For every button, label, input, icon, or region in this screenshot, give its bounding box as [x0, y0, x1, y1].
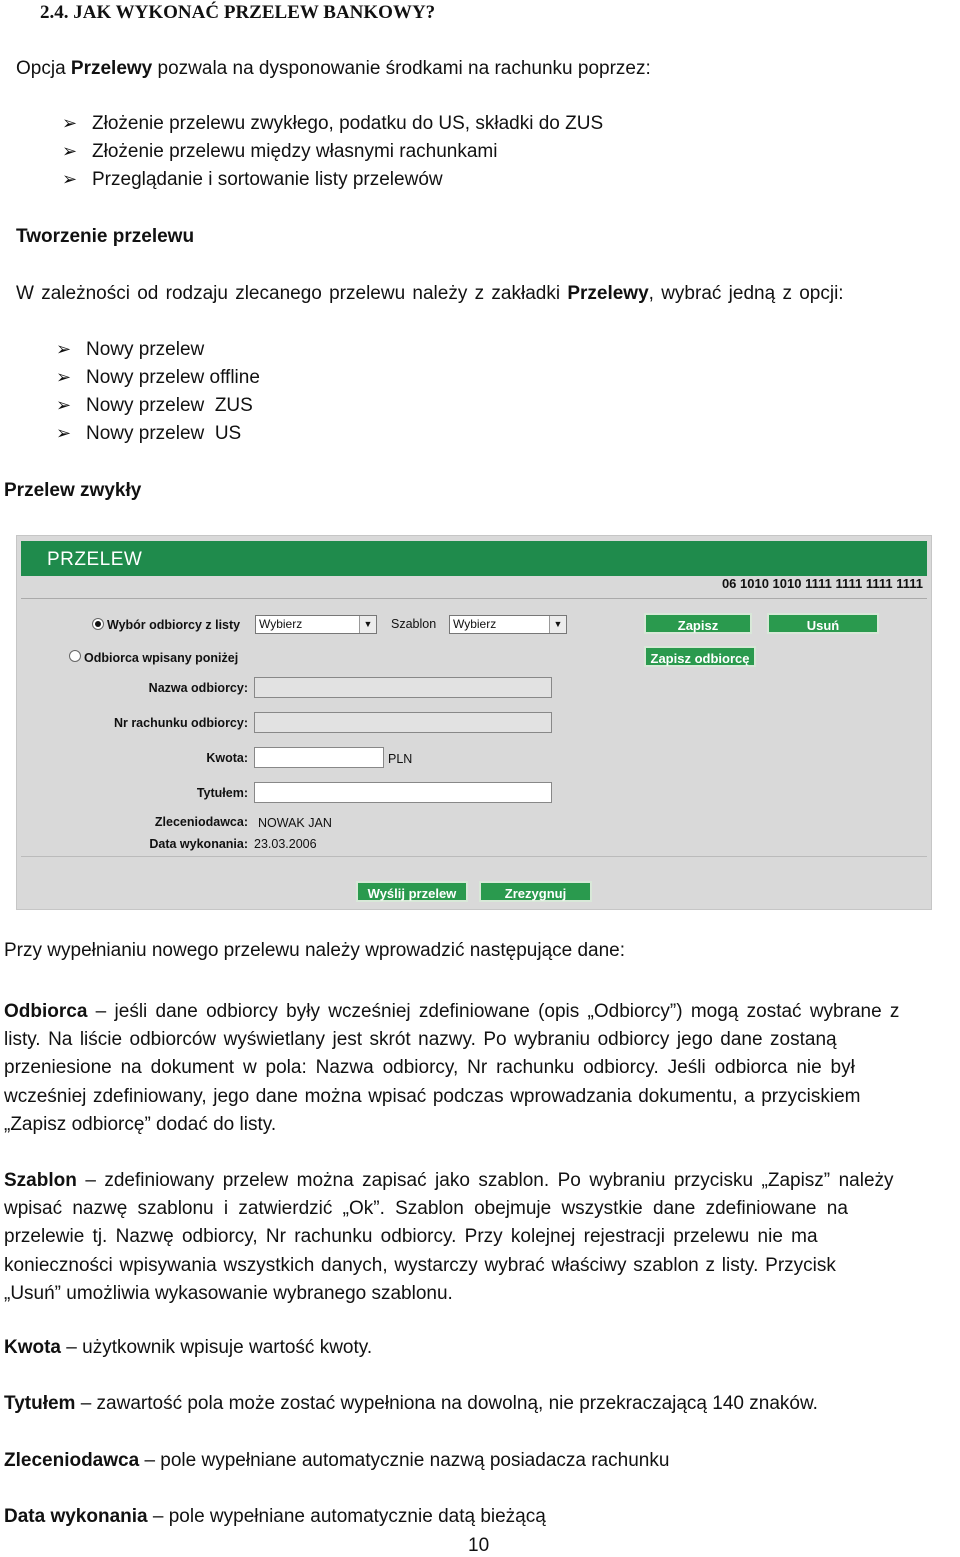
- paragraph-line: [4, 1083, 956, 1111]
- line-text: „Zapisz odbiorcę” dodać do listy.: [4, 1113, 277, 1135]
- arrow-bullet-icon: ➢: [62, 141, 78, 161]
- term-bold: Kwota: [4, 1337, 61, 1358]
- bullet-text: Złożenie przelewu zwykłego, podatku do US, składki do ZUS: [92, 113, 604, 134]
- radio-manual-label: Odbiorca wpisany poniżej: [84, 651, 239, 665]
- cancel-button[interactable]: Zrezygnuj: [479, 881, 592, 902]
- paragraph-line: [4, 1195, 956, 1223]
- option-item: [56, 367, 260, 389]
- orderer-label: Zleceniodawca:: [154, 815, 248, 829]
- intro-bold: Przelewy: [70, 58, 153, 79]
- line-text: wpisać nazwę szablonu i zatwierdzić „Ok”. Szablon obejmuje wszystkie dane zdefiniowane na: [4, 1198, 848, 1220]
- line-text: listy. Na liście odbiorców wyświetlany jest skrót nazwy. Po wybraniu odbiorcy jego dane zostaną: [4, 1029, 837, 1051]
- fill-intro: Przy wypełnianiu nowego przelewu należy wprowadzić następujące dane:: [4, 940, 626, 961]
- recipient-account-input[interactable]: [254, 712, 552, 733]
- template-select-value: Wybierz: [453, 617, 497, 631]
- recipient-name-label: Nazwa odbiorcy:: [148, 681, 248, 695]
- paragraph-line: [4, 1280, 956, 1308]
- description-text: – użytkownik wpisuje wartość kwoty.: [61, 1337, 373, 1358]
- title-description: [4, 1393, 818, 1415]
- paragraph-line: [4, 1026, 956, 1054]
- subheading-regular: Przelew zwykły: [4, 480, 142, 501]
- option-text: Nowy przelew offline: [86, 367, 260, 388]
- radio-from-list-label: Wybór odbiorcy z listy: [107, 618, 241, 632]
- form-title: PRZELEW: [47, 549, 143, 570]
- bullet-text: Przeglądanie i sortowanie listy przelewów: [92, 169, 443, 190]
- paragraph-line: [4, 1252, 956, 1280]
- intro-text: Opcja: [16, 58, 71, 79]
- intro-paragraph: [16, 58, 651, 80]
- arrow-bullet-icon: ➢: [56, 367, 72, 387]
- choose-bold: Przelewy: [567, 283, 649, 304]
- recipient-paragraph: [4, 998, 956, 1139]
- title-input[interactable]: [254, 782, 552, 803]
- subheading-creating: Tworzenie przelewu: [16, 226, 195, 247]
- paragraph-line: [4, 998, 956, 1026]
- term-bold: Szablon: [4, 1170, 77, 1191]
- choose-text-end: , wybrać jedną z opcji:: [648, 283, 844, 304]
- bullet-item: [62, 169, 443, 191]
- send-transfer-button[interactable]: Wyślij przelew: [356, 881, 468, 902]
- divider: [21, 598, 927, 599]
- page-number: 10: [468, 1535, 490, 1556]
- form-header: [21, 541, 927, 576]
- template-label: Szablon: [391, 617, 437, 631]
- description-text: – zawartość pola może zostać wypełniona na dowolną, nie przekraczającą 140 znaków.: [75, 1393, 818, 1414]
- save-recipient-button[interactable]: Zapisz odbiorcę: [644, 646, 756, 667]
- currency-label: PLN: [388, 752, 413, 766]
- account-number: 06 1010 1010 1111 1111 1111 1111: [721, 576, 923, 591]
- paragraph-line: [4, 1054, 956, 1082]
- amount-label: Kwota:: [206, 751, 248, 765]
- transfer-form-screenshot: [16, 535, 932, 910]
- arrow-bullet-icon: ➢: [56, 423, 72, 443]
- option-text: Nowy przelew US: [86, 423, 242, 444]
- recipient-select[interactable]: [255, 615, 377, 634]
- option-item: [56, 423, 241, 445]
- bullet-item: [62, 113, 603, 135]
- arrow-bullet-icon: ➢: [56, 395, 72, 415]
- line-text: przeniesione na dokument w pola: Nazwa odbiorcy, Nr rachunku odbiorcy. Jeśli odbiorca nie był: [4, 1057, 855, 1079]
- term-bold: Odbiorca: [4, 1001, 88, 1022]
- option-item: [56, 395, 253, 417]
- paragraph-line: [4, 1167, 956, 1195]
- line-text: – zdefiniowany przelew można zapisać jako szablon. Po wybraniu przycisku „Zapisz” należy: [76, 1170, 894, 1191]
- choose-paragraph: [16, 283, 844, 305]
- option-text: Nowy przelew ZUS: [86, 395, 253, 416]
- description-text: – pole wypełniane automatycznie nazwą posiadacza rachunku: [139, 1450, 670, 1471]
- radio-from-list[interactable]: [92, 618, 104, 630]
- bullet-text: Złożenie przelewu między własnymi rachunkami: [92, 141, 498, 162]
- line-text: „Usuń” umożliwia wykasowanie wybranego szablonu.: [4, 1282, 453, 1304]
- line-text: konieczności wpisywania wszystkich danych, wystarczy wybrać właściwy szablon z listy. Przycisk: [4, 1254, 836, 1276]
- choose-text: W zależności od rodzaju zlecanego przelewu należy z zakładki: [16, 283, 568, 304]
- date-label: Data wykonania:: [149, 837, 248, 851]
- radio-manual[interactable]: [69, 650, 81, 662]
- amount-input[interactable]: [254, 747, 384, 768]
- divider: [21, 856, 927, 857]
- option-item: [56, 339, 204, 361]
- arrow-bullet-icon: ➢: [62, 169, 78, 189]
- date-description: [4, 1506, 546, 1528]
- line-text: przelewie tj. Nazwę odbiorcy, Nr rachunku odbiorcy. Przy kolejnej rejestracji przelewu nie ma: [4, 1226, 818, 1248]
- orderer-description: [4, 1450, 669, 1472]
- chevron-down-icon: ▼: [549, 616, 566, 633]
- delete-template-button[interactable]: Usuń: [767, 613, 879, 634]
- chevron-down-icon: ▼: [359, 616, 376, 633]
- bullet-item: [62, 141, 498, 163]
- term-bold: Zleceniodawca: [4, 1450, 140, 1471]
- term-bold: Data wykonania: [4, 1506, 148, 1527]
- recipient-select-value: Wybierz: [259, 617, 303, 631]
- orderer-value: NOWAK JAN: [258, 816, 332, 830]
- description-text: – pole wypełniane automatycznie datą bieżącą: [147, 1506, 546, 1527]
- title-label: Tytułem:: [196, 786, 248, 800]
- template-paragraph: [4, 1167, 956, 1308]
- term-bold: Tytułem: [4, 1393, 76, 1414]
- line-text: wcześniej zdefiniowany, jego dane można wpisać podczas wprowadzania dokumentu, a przyciskiem: [4, 1085, 861, 1107]
- arrow-bullet-icon: ➢: [56, 339, 72, 359]
- template-select[interactable]: [449, 615, 567, 634]
- line-text: – jeśli dane odbiorcy były wcześniej zdefiniowane (opis „Odbiorcy”) mogą zostać wybrane z: [87, 1001, 900, 1022]
- date-value: 23.03.2006: [254, 837, 317, 851]
- option-text: Nowy przelew: [86, 339, 205, 360]
- recipient-account-label: Nr rachunku odbiorcy:: [113, 716, 248, 730]
- save-template-button[interactable]: Zapisz: [644, 613, 752, 634]
- recipient-name-input[interactable]: [254, 677, 552, 698]
- intro-text-end: pozwala na dysponowanie środkami na rachunku poprzez:: [152, 58, 651, 79]
- amount-description: [4, 1337, 372, 1359]
- paragraph-line: [4, 1111, 956, 1139]
- paragraph-line: [4, 1223, 956, 1251]
- section-heading: 2.4. JAK WYKONAĆ PRZELEW BANKOWY?: [40, 2, 436, 23]
- arrow-bullet-icon: ➢: [62, 113, 78, 133]
